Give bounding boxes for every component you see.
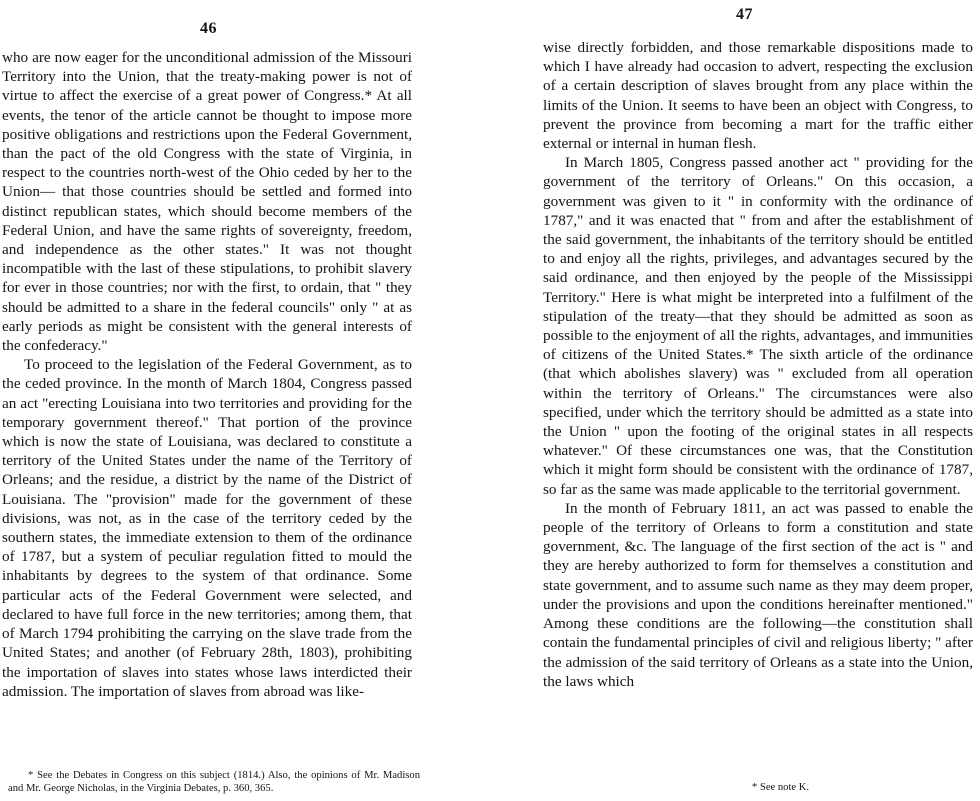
page-number-right: 47 [736,6,753,23]
footnote-text: * See note K. [752,782,810,793]
paragraph: In March 1805, Congress passed another act " providing for the government of the territory of Orleans." On this occasion, a government was given to it " in conformity with the ordinance of 1787," and it was enacted that " from and after the establishment of the said government, the inhabitants of the territory should be entitled to and enjoy all the rights, privileges, and advantages secured by the said ordinance, and then enjoyed by the people of the Mississippi Territory." Here is what might be interpreted into a fulfilment of the stipulation of the treaty—that they should be admitted as soon as possible to the enjoyment of all the rights, advantages, and immunities of citizens of the United States.* The sixth article of the ordinance (that which abolishes slavery) was " excluded from all operation within the territory of Orleans." The circumstances were also specified, under which the territory should be admitted as a state into the Union " upon the footing of the original states in all respects whatever." Of these circumstances one was, that the Constitution which it might form should be consistent with the ordinance of 1787, so far as the same was made applicable to the territorial government. [543,154,973,498]
paragraph: wise directly forbidden, and those remarkable dispositions made to which I have already had occasion to advert, respecting the exclusion of a certain description of slaves brought from any place within the limits of the Union. It seems to have been an object with Congress, to prevent the province from becoming a mart for the traffic either external or internal in human flesh. [543,39,973,153]
footnote-left [8,769,420,795]
right-page-body [543,38,973,691]
page-number-left: 46 [200,20,217,37]
paragraph: To proceed to the legislation of the Federal Government, as to the ceded province. In the month of March 1804, Congress passed an act "erecting Louisiana into two territories and providing for the temporary government thereof." That portion of the province which is now the state of Louisiana, was declared to constitute a territory of the United States under the name of the Territory of Orleans; and the residue, a district by the name of the District of Louisiana. The "provision" made for the government of these divisions, was not, as in the case of the territory ceded by the southern states, the immediate extension to them of the ordinance of 1787, but a system of peculiar regulation fitted to mould the inhabitants by degrees to the system of that ordinance. Some particular acts of the Federal Government were selected, and declared to have full force in the new territories; among them, that of March 1794 prohibiting the carrying on the slave trade from the United States; and another (of February 28th, 1803), prohibiting the importation of slaves into states whose laws interdicted their admission. The importation of slaves from abroad was like- [2,356,412,700]
left-page-body [2,48,412,701]
paragraph: who are now eager for the unconditional admission of the Missouri Territory into the Union, that the treaty-making power is not of virtue to affect the exercise of a great power of Congress.* At all events, the tenor of the article cannot be thought to impose more positive obligations and restrictions upon the Federal Government, than the pact of the old Congress with the state of Virginia, in respect to the countries north-west of the Ohio ceded by her to the Union— that those countries should be settled and formed into distinct republican states, which should become members of the Federal Union, and have the same rights of sovereignty, freedom, and independence as the other states." It was not thought incompatible with the last of these stipulations, to prohibit slavery for ever in those countries; nor with the first, to ordain, that " they should be admitted to a share in the federal councils" only " at as early periods as might be consistent with the general interests of the confederacy." [2,49,412,355]
paragraph: In the month of February 1811, an act was passed to enable the people of the territory of Orleans to form a constitution and state government, &c. The language of the first section of the act is " and they are hereby authorized to form for themselves a constitution and state government, and to assume such name as they may deem proper, under the provisions and upon the conditions hereinafter mentioned." Among these conditions are the following—the constitution shall contain the fundamental principles of civil and religious liberty; " after the admission of the said territory of Orleans as a state into the Union, the laws which [543,499,973,690]
footnote-right [752,781,872,794]
footnote-text: * See the Debates in Congress on this subject (1814.) Also, the opinions of Mr. Madison and Mr. George Nicholas, in the Virginia Debates, p. 360, 365. [8,770,420,794]
